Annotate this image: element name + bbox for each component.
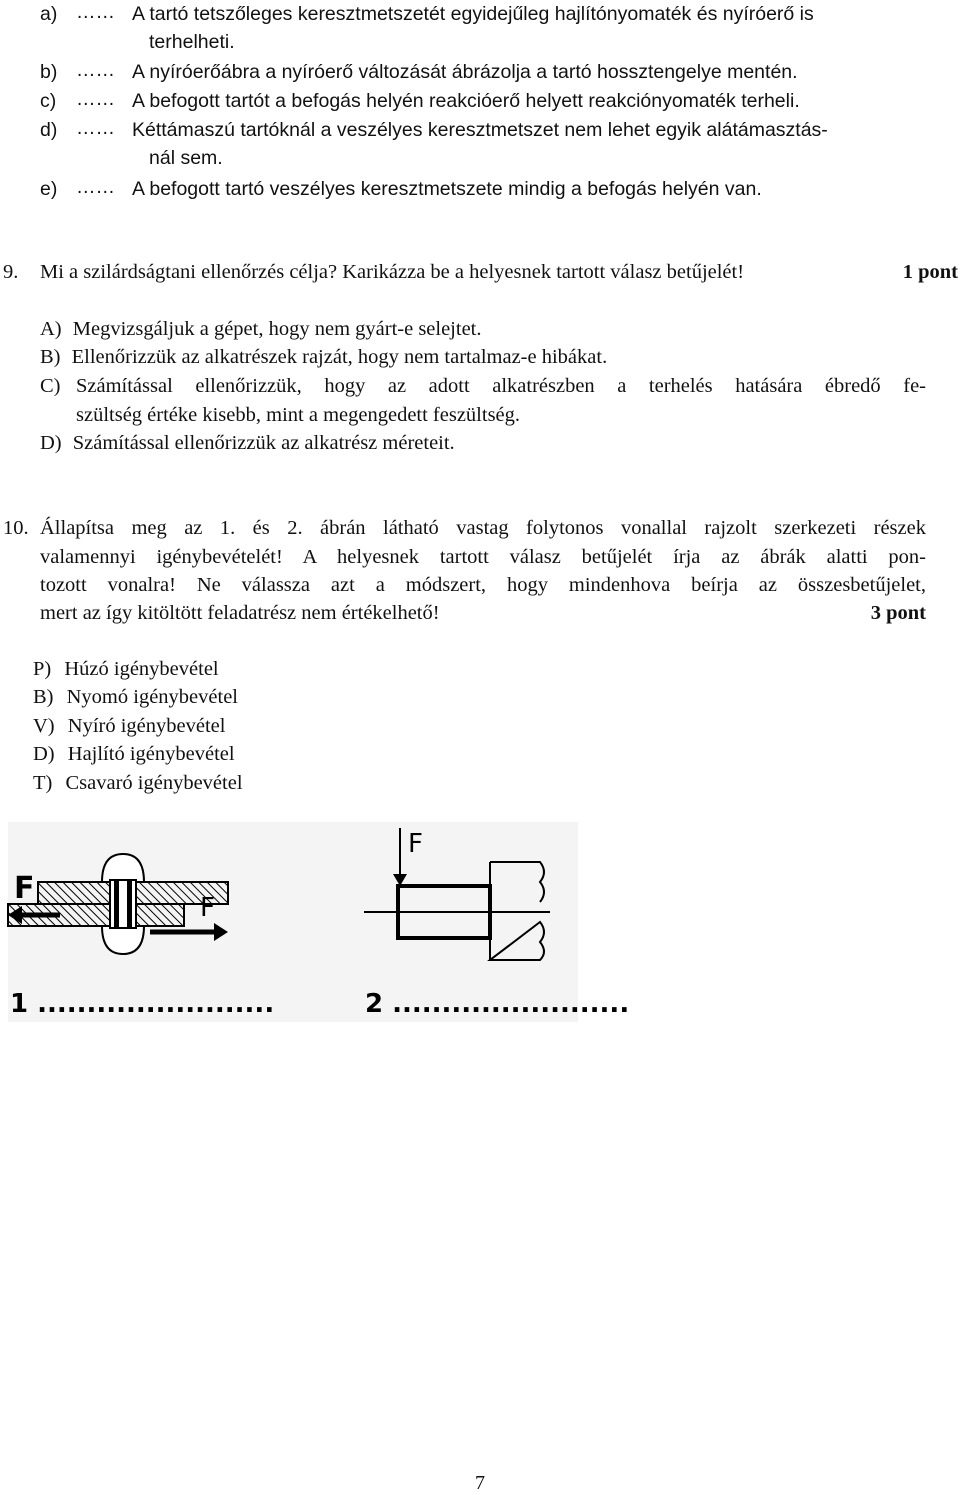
figure-2-caption: 2 ........................ (365, 989, 630, 1019)
q9-points: 1 pont (902, 261, 958, 283)
option-label[interactable]: C) (40, 375, 61, 397)
option-text: Számítással ellenőrizzük az alkatrész méreteit. (72, 432, 455, 454)
statement-text: A nyíróerőábra a nyíróerő változását ábrázolja a tartó hossztengelye mentén. (132, 61, 798, 83)
option-text: Hajlító igénybevétel (67, 743, 235, 765)
statement-label: d) (40, 119, 58, 141)
page-number: 7 (475, 1472, 485, 1494)
statement-text: A befogott tartót a befogás helyén reakcióerő helyett reakciónyomaték terheli. (132, 90, 800, 112)
q10-text-line-2: valamennyi igénybevételét! A helyesnek tartott válasz betűjelét írja az ábrák alatti pon- (40, 546, 926, 568)
answer-blank[interactable]: …… (76, 88, 115, 110)
q10-number: 10. (3, 517, 29, 539)
statement-a (40, 1, 940, 53)
q10-text-line-4: mert az így kitöltött feladatrész nem értékelhető! (40, 602, 440, 624)
force-label-left: F (14, 871, 35, 906)
figure-1-caption: 1 ........................ (10, 989, 275, 1019)
option-text: Csavaró igénybevétel (65, 772, 243, 794)
option-text: Ellenőrizzük az alkatrészek rajzát, hogy nem tartalmaz-e hibákat. (71, 346, 608, 368)
q10-option-b (33, 685, 238, 709)
option-label: D) (33, 743, 55, 765)
q9-number: 9. (3, 261, 19, 283)
rivet-thick-line-2 (127, 880, 132, 928)
statement-text: A tartó tetszőleges keresztmetszetét egyidejűleg hajlítónyomaték és nyíróerő is (132, 3, 814, 25)
q10-option-p (33, 657, 219, 681)
q10-points: 3 pont (870, 602, 926, 624)
option-text-cont: szültség értéke kisebb, mint a megengedett feszültség. (76, 404, 521, 426)
statement-label: a) (40, 3, 58, 25)
option-text: Megvizsgáljuk a gépet, hogy nem gyárt-e selejtet. (72, 318, 482, 340)
q10-option-v (33, 714, 225, 738)
option-label: B) (33, 686, 54, 708)
statement-text: A befogott tartó veszélyes keresztmetszete mindig a befogás helyén van. (132, 178, 762, 200)
option-text: Nyomó igénybevétel (66, 686, 238, 708)
figure-area (0, 820, 960, 1040)
q9-text: Mi a szilárdságtani ellenőrzés célja? Karikázza be a helyesnek tartott válasz betűjelét! (40, 261, 745, 283)
option-label: P) (33, 658, 52, 680)
option-label: V) (33, 715, 55, 737)
rivet-shank (110, 880, 136, 928)
force-label: F (408, 829, 423, 859)
statement-label: e) (40, 178, 58, 200)
option-text: Húzó igénybevétel (64, 658, 219, 680)
q10-text-line-3: tozott vonalra! Ne válassza azt a módszert, hogy mindenhova beírja az összesbetűjelet, (40, 574, 926, 596)
answer-blank[interactable]: …… (76, 117, 115, 139)
answer-blank[interactable]: …… (76, 59, 115, 81)
statement-label: b) (40, 61, 58, 83)
q10-text-line-1: Állapítsa meg az 1. és 2. ábrán látható vastag folytonos vonallal rajzolt szerkezeti részek (40, 517, 926, 539)
option-label[interactable]: D) (40, 432, 62, 454)
q9-option-b[interactable] (40, 345, 607, 369)
statement-text-cont: nál sem. (149, 147, 223, 169)
force-label-right: F (200, 893, 215, 923)
statement-label: c) (40, 90, 57, 112)
answer-blank[interactable]: …… (76, 176, 115, 198)
statement-text: Kéttámaszú tartóknál a veszélyes keresztmetszet nem lehet egyik alátámasztás- (132, 119, 828, 141)
q10-option-d (33, 742, 235, 766)
rivet-thick-line-1 (114, 880, 119, 928)
q9-option-c-cont (76, 403, 520, 427)
statement-text-cont: terhelheti. (149, 31, 235, 53)
option-text: Számítással ellenőrizzük, hogy az adott alkatrészben a terhelés hatására ébredő fe- (76, 375, 926, 397)
q9-option-a[interactable] (40, 317, 482, 341)
option-text: Nyíró igénybevétel (67, 715, 226, 737)
option-label: T) (33, 772, 53, 794)
q9-option-d[interactable] (40, 431, 455, 455)
option-label[interactable]: B) (40, 346, 61, 368)
option-label[interactable]: A) (40, 318, 62, 340)
answer-blank[interactable]: …… (76, 1, 115, 23)
q10-option-t (33, 771, 243, 795)
